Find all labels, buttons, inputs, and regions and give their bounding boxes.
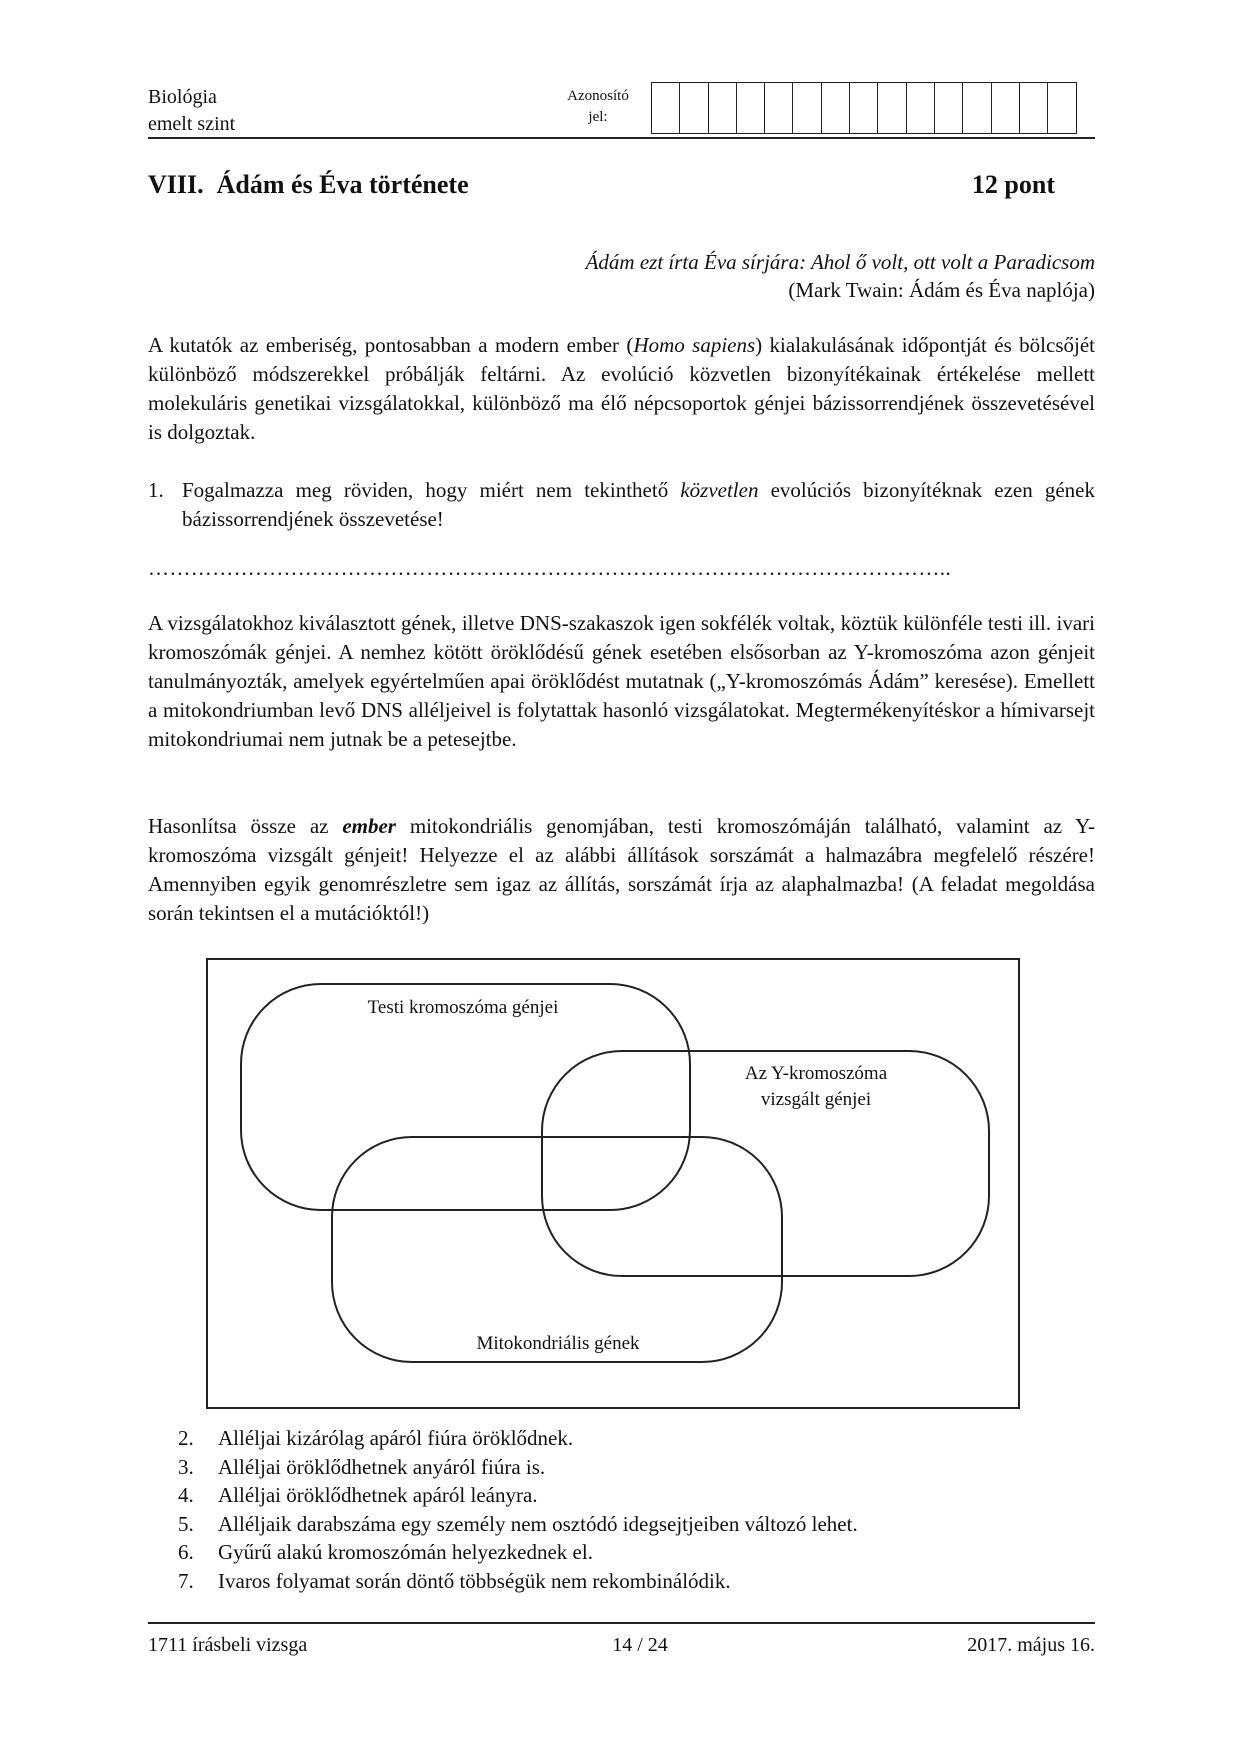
statement-item [178, 1567, 858, 1596]
id-label [548, 86, 648, 128]
set-mitochondrial[interactable] [332, 1137, 782, 1362]
id-digit-box[interactable] [709, 83, 737, 133]
paragraph-2 [148, 609, 1095, 754]
venn-diagram[interactable] [206, 958, 1020, 1410]
id-digit-box[interactable] [850, 83, 878, 133]
statement-number: 6. [178, 1540, 194, 1564]
intro-paragraph [148, 331, 1095, 447]
statement-list [178, 1424, 858, 1595]
id-label-line1: Azonosító [567, 88, 629, 104]
id-digit-box[interactable] [935, 83, 963, 133]
question-text-2: evolúciós bizonyítéknak ezen gének bázissorrendjének összevetése! [182, 478, 1095, 531]
label-mitochondrial: Mitokondriális gének [476, 1333, 640, 1354]
header-divider [148, 137, 1095, 139]
motto-source: (Mark Twain: Ádám és Éva naplója) [788, 278, 1095, 302]
section-points: 12 pont [971, 170, 1055, 199]
statement-number: 7. [178, 1568, 194, 1593]
id-digit-box[interactable] [680, 83, 708, 133]
statement-item [178, 1538, 858, 1567]
question-1 [148, 476, 1095, 534]
statement-text: Alléljai öröklődhetnek apáról leányra. [218, 1483, 538, 1507]
paragraph-3-emphasis: ember [342, 814, 396, 838]
paragraph-2-text: A vizsgálatokhoz kiválasztott gének, illetve DNS-szakaszok igen sokfélék voltak, köztük különféle testi ill. ivari kromoszómák génjei. A nemhez kötött öröklődésű gének esetében elsősorban az Y-kromoszóma azon génjeit tanulmányozták, amelyek egyértelműen apai öröklődést mutatnak („Y-kromoszómás Ádám” keresése). Emellett a mitokondriumban levő DNS alléljeivel is folytattak hasonló vizsgálatokat. Megtermékenyítéskor a hímivarsejt mitokondriumai nem jutnak be a petesejtbe. [148, 611, 1095, 751]
id-digit-box[interactable] [737, 83, 765, 133]
label-somatic: Testi kromoszóma génjei [367, 997, 559, 1018]
id-digit-box[interactable] [822, 83, 850, 133]
id-label-line2: jel: [588, 109, 608, 125]
paragraph-3-text-2: mitokondriális genomjában, testi kromoszómáján található, valamint az Y-kromoszóma vizsgált génjeit! Helyezze el az alábbi állítások sorszámát a halmazábra megfelelő részére! Amennyiben egyik genomrészletre sem igaz az állítás, sorszámát írja az alaphalmazba! (A feladat megoldása során tekintsen el a mutációktól!) [148, 814, 1095, 925]
paragraph-3 [148, 812, 1095, 928]
label-y-line2: vizsgált génjei [760, 1089, 872, 1110]
question-emphasis: közvetlen [680, 478, 759, 502]
set-y-chromosome[interactable] [542, 1051, 989, 1276]
statement-number: 2. [178, 1426, 194, 1450]
question-number: 1. [148, 478, 164, 502]
statement-text: Alléljai kizárólag apáról fiúra öröklődnek. [218, 1426, 574, 1450]
id-digit-box[interactable] [963, 83, 991, 133]
id-digit-box[interactable] [652, 83, 680, 133]
subject-level: emelt szint [148, 113, 236, 135]
species-name: Homo sapiens [633, 333, 756, 357]
id-digit-box[interactable] [992, 83, 1020, 133]
statement-item [178, 1424, 858, 1453]
id-digit-box[interactable] [1048, 83, 1076, 133]
id-digit-box[interactable] [765, 83, 793, 133]
footer-divider [148, 1622, 1095, 1624]
subject-name: Biológia [148, 86, 217, 108]
id-digit-box[interactable] [793, 83, 821, 133]
statement-text: Ivaros folyamat során döntő többségük nem rekombinálódik. [218, 1568, 731, 1593]
statement-number: 4. [178, 1483, 194, 1507]
paragraph-3-text-1: Hasonlítsa össze az [148, 814, 343, 838]
statement-text: Alléljai öröklődhetnek anyáról fiúra is. [218, 1454, 546, 1479]
label-y-line1: Az Y-kromoszóma [744, 1063, 888, 1084]
footer-exam-code: 1711 írásbeli vizsga [148, 1634, 308, 1656]
answer-line[interactable]: ………………………………………………………………………………………………….. [148, 556, 952, 580]
footer-date: 2017. május 16. [967, 1634, 1095, 1656]
motto [586, 248, 1095, 304]
section-title: VIII. Ádám és Éva története [148, 170, 469, 199]
footer-page-number: 14 / 24 [612, 1634, 668, 1656]
statement-number: 5. [178, 1511, 194, 1536]
id-digit-box[interactable] [1020, 83, 1048, 133]
statement-item [178, 1510, 858, 1539]
question-text-1: Fogalmazza meg röviden, hogy miért nem tekinthető [182, 478, 681, 502]
statement-text: Gyűrű alakú kromoszómán helyezkednek el. [218, 1540, 593, 1564]
statement-number: 3. [178, 1454, 194, 1479]
statement-item [178, 1453, 858, 1482]
intro-text-1: A kutatók az emberiség, pontosabban a modern ember ( [148, 333, 634, 357]
id-digit-box[interactable] [878, 83, 906, 133]
statement-text: Alléljaik darabszáma egy személy nem osztódó idegsejtjeiben változó lehet. [218, 1511, 858, 1536]
subject-header [148, 84, 235, 138]
statement-item [178, 1481, 858, 1510]
motto-quote: Ádám ezt írta Éva sírjára: Ahol ő volt, ott volt a Paradicsom [585, 250, 1095, 274]
id-input-boxes[interactable] [651, 82, 1077, 134]
intro-text-2: ) kialakulásának időpontját és bölcsőjét különböző módszerekkel próbálják feltárni. Az evolúció közvetlen bizonyítékainak értékelése mellett molekuláris genetikai vizsgálatokkal, különböző ma élő népcsoportok génjei bázissorrendjének összevetésével is dolgoztak. [148, 333, 1095, 444]
id-digit-box[interactable] [907, 83, 935, 133]
